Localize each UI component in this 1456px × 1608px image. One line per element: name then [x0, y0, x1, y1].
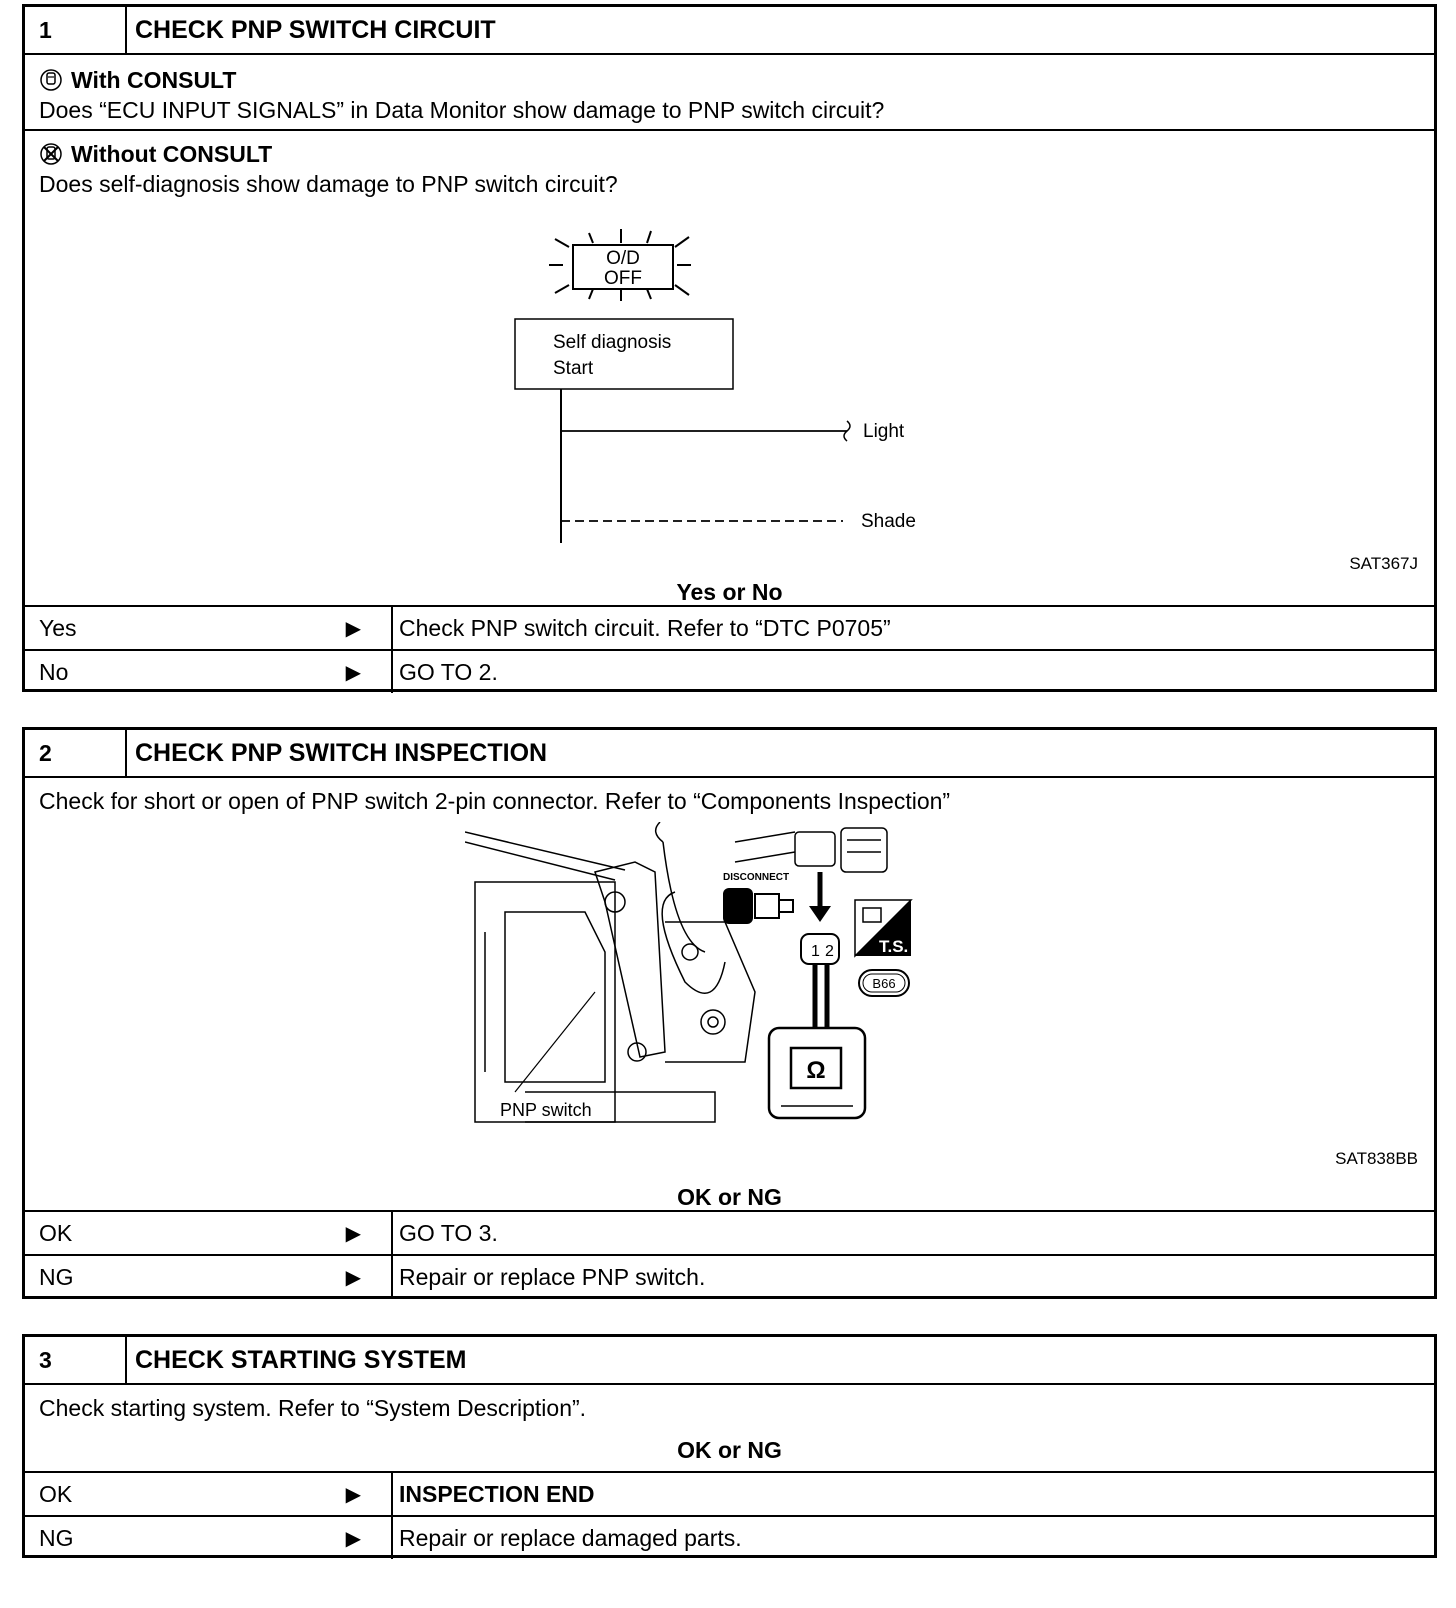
down-arrow-icon	[809, 872, 831, 922]
step-3-box	[22, 1334, 1437, 1558]
question-label: OK or NG	[677, 1184, 782, 1210]
answer-action: Repair or replace PNP switch.	[399, 1263, 706, 1290]
step-2-content	[25, 778, 1434, 1210]
answer-row	[25, 649, 1434, 693]
with-consult-section	[25, 55, 1434, 131]
box-label-1: Self diagnosis	[553, 332, 672, 353]
ohmmeter-icon	[769, 1022, 865, 1118]
step-title: CHECK PNP SWITCH INSPECTION	[135, 738, 548, 767]
answer-action: INSPECTION END	[399, 1480, 595, 1507]
no-consult-icon	[39, 142, 63, 166]
self-diagnosis-figure	[485, 221, 1045, 551]
step-3-header	[25, 1337, 1434, 1385]
without-consult-text: Does self-diagnosis show damage to PNP switch circuit?	[39, 171, 618, 197]
pin-2: 2	[825, 943, 834, 960]
step-2-header	[25, 730, 1434, 778]
figure-id: SAT838BB	[1335, 1149, 1418, 1168]
step-2-box	[22, 727, 1437, 1299]
pnp-switch-label: PNP switch	[500, 1100, 592, 1120]
answer-label: OK	[39, 1219, 73, 1246]
answer-row	[25, 1471, 1434, 1515]
disconnect-icon	[723, 888, 793, 924]
arrow-icon: ▶	[345, 661, 361, 684]
answer-action: GO TO 2.	[399, 658, 498, 685]
answer-row	[25, 1515, 1434, 1559]
answer-action: Repair or replace damaged parts.	[399, 1524, 742, 1551]
step-2-text: Check for short or open of PNP switch 2-pin connector. Refer to “Components Inspection”	[39, 788, 951, 814]
arrow-icon: ▶	[345, 1527, 361, 1550]
answer-row	[25, 1254, 1434, 1298]
step-number: 1	[25, 7, 127, 53]
answer-action: GO TO 3.	[399, 1219, 498, 1246]
disconnect-label: DISCONNECT	[723, 872, 790, 883]
step-3-content	[25, 1385, 1434, 1471]
step-number: 2	[25, 730, 127, 776]
step-1-header	[25, 7, 1434, 55]
question-label: OK or NG	[677, 1437, 782, 1463]
ohm-symbol: Ω	[806, 1057, 826, 1084]
answer-action: Check PNP switch circuit. Refer to “DTC P0705”	[399, 614, 891, 641]
consult-icon	[39, 68, 63, 92]
with-consult-text: Does “ECU INPUT SIGNALS” in Data Monitor show damage to PNP switch circuit?	[39, 97, 885, 123]
ts-label: T.S.	[879, 937, 909, 956]
self-diagnosis-box	[515, 319, 733, 389]
pin-1: 1	[811, 943, 820, 960]
without-consult-heading: Without CONSULT	[71, 141, 273, 167]
with-consult-heading: With CONSULT	[71, 67, 237, 93]
step-title: CHECK STARTING SYSTEM	[135, 1345, 467, 1374]
answer-label: Yes	[39, 614, 77, 641]
answer-label: NG	[39, 1263, 74, 1290]
pnp-switch-figure	[465, 822, 935, 1142]
lamp-label-2: OFF	[604, 268, 642, 289]
answer-label: OK	[39, 1480, 73, 1507]
box-label-2: Start	[553, 358, 594, 379]
ts-icon	[855, 900, 911, 956]
answer-label: No	[39, 658, 69, 685]
connector-badge	[859, 970, 909, 996]
step-number: 3	[25, 1337, 127, 1383]
without-consult-section	[25, 131, 1434, 605]
step-title: CHECK PNP SWITCH CIRCUIT	[135, 15, 496, 44]
figure-id: SAT367J	[1349, 554, 1418, 573]
shade-label: Shade	[861, 511, 916, 532]
answer-row	[25, 1210, 1434, 1254]
connector-pins	[801, 934, 839, 1022]
arrow-icon: ▶	[345, 1266, 361, 1289]
lamp-label-1: O/D	[606, 248, 640, 269]
step-3-text: Check starting system. Refer to “System Description”.	[39, 1395, 587, 1421]
step-1-box	[22, 4, 1437, 692]
arrow-icon: ▶	[345, 1222, 361, 1245]
arrow-icon: ▶	[345, 617, 361, 640]
arrow-icon: ▶	[345, 1483, 361, 1506]
question-label: Yes or No	[676, 579, 783, 605]
answer-row	[25, 605, 1434, 649]
light-label: Light	[863, 421, 905, 442]
answer-label: NG	[39, 1524, 74, 1551]
connector-id: B66	[872, 976, 896, 991]
